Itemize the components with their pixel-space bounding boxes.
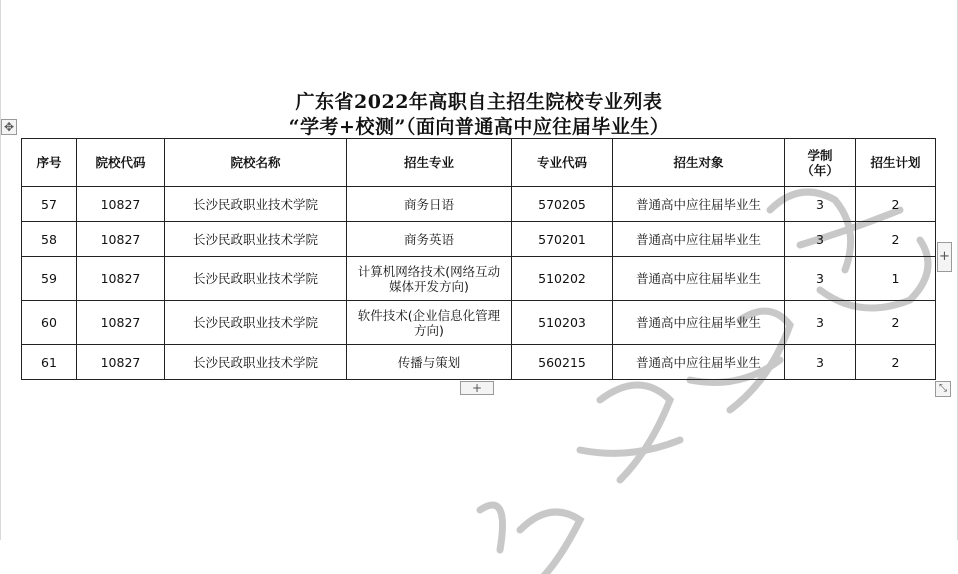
resize-icon[interactable]: ⤡ — [935, 381, 951, 397]
header-duration-line1: 学制 — [807, 147, 833, 163]
cell-major[interactable] — [347, 345, 512, 380]
cell-seq[interactable]: 58 — [22, 222, 77, 257]
cell-target[interactable]: 普通高中应往届毕业生 — [613, 222, 785, 257]
cell-major-code[interactable]: 510202 — [512, 257, 613, 301]
header-target[interactable]: 招生对象 — [613, 139, 785, 187]
cell-major-line1: 软件技术(企业信息化管理 — [357, 307, 501, 323]
document-subtitle: “学考+校测”（面向普通高中应往届毕业生） — [288, 116, 670, 138]
cell-duration[interactable]: 3 — [785, 345, 856, 380]
cell-seq[interactable]: 61 — [22, 345, 77, 380]
table-row — [22, 257, 936, 301]
cell-duration[interactable]: 3 — [785, 301, 856, 345]
add-column-button[interactable]: + — [937, 242, 952, 272]
enrollment-table — [21, 138, 936, 380]
cell-seq[interactable]: 57 — [22, 187, 77, 222]
header-school-code[interactable]: 院校代码 — [77, 139, 165, 187]
cell-school-name[interactable]: 长沙民政职业技术学院 — [165, 257, 347, 301]
table-row — [22, 222, 936, 257]
header-plan[interactable]: 招生计划 — [856, 139, 936, 187]
cell-major[interactable] — [347, 301, 512, 345]
cell-school-name[interactable]: 长沙民政职业技术学院 — [165, 301, 347, 345]
cell-target[interactable]: 普通高中应往届毕业生 — [613, 187, 785, 222]
move-icon[interactable]: ✥ — [1, 119, 17, 135]
cell-major-line1: 商务日语 — [403, 196, 454, 212]
cell-major[interactable] — [347, 257, 512, 301]
cell-school-code[interactable]: 10827 — [77, 187, 165, 222]
cell-school-name[interactable]: 长沙民政职业技术学院 — [165, 222, 347, 257]
header-major[interactable]: 招生专业 — [347, 139, 512, 187]
cell-duration[interactable]: 3 — [785, 222, 856, 257]
header-duration[interactable] — [785, 139, 856, 187]
cell-major-line2: 媒体开发方向) — [389, 278, 469, 294]
add-row-button[interactable]: + — [460, 381, 494, 395]
document-title: 广东省2022年高职自主招生院校专业列表 — [295, 91, 663, 113]
cell-plan[interactable]: 1 — [856, 257, 936, 301]
cell-target[interactable]: 普通高中应往届毕业生 — [613, 257, 785, 301]
header-duration-line2: （年） — [801, 162, 839, 178]
cell-school-code[interactable]: 10827 — [77, 222, 165, 257]
cell-duration[interactable]: 3 — [785, 257, 856, 301]
header-seq[interactable]: 序号 — [22, 139, 77, 187]
cell-major-line2: 方向) — [414, 322, 444, 338]
cell-plan[interactable]: 2 — [856, 301, 936, 345]
header-major-code[interactable]: 专业代码 — [512, 139, 613, 187]
cell-target[interactable]: 普通高中应往届毕业生 — [613, 345, 785, 380]
cell-school-code[interactable]: 10827 — [77, 301, 165, 345]
cell-major-code[interactable]: 560215 — [512, 345, 613, 380]
cell-school-code[interactable]: 10827 — [77, 345, 165, 380]
cell-target[interactable]: 普通高中应往届毕业生 — [613, 301, 785, 345]
cell-major-code[interactable]: 570205 — [512, 187, 613, 222]
cell-plan[interactable]: 2 — [856, 345, 936, 380]
header-school-name[interactable]: 院校名称 — [165, 139, 347, 187]
table-row — [22, 187, 936, 222]
cell-major-line1: 计算机网络技术(网络互动 — [357, 263, 501, 279]
cell-plan[interactable]: 2 — [856, 187, 936, 222]
header-row — [22, 139, 936, 187]
cell-major-code[interactable]: 510203 — [512, 301, 613, 345]
cell-major-line1: 商务英语 — [403, 231, 454, 247]
cell-school-name[interactable]: 长沙民政职业技术学院 — [165, 187, 347, 222]
cell-duration[interactable]: 3 — [785, 187, 856, 222]
cell-seq[interactable]: 60 — [22, 301, 77, 345]
cell-school-name[interactable]: 长沙民政职业技术学院 — [165, 345, 347, 380]
cell-plan[interactable]: 2 — [856, 222, 936, 257]
table-row — [22, 301, 936, 345]
table-row — [22, 345, 936, 380]
cell-major-code[interactable]: 570201 — [512, 222, 613, 257]
cell-school-code[interactable]: 10827 — [77, 257, 165, 301]
cell-major[interactable] — [347, 222, 512, 257]
cell-major-line1: 传播与策划 — [397, 354, 461, 370]
cell-major[interactable] — [347, 187, 512, 222]
cell-seq[interactable]: 59 — [22, 257, 77, 301]
